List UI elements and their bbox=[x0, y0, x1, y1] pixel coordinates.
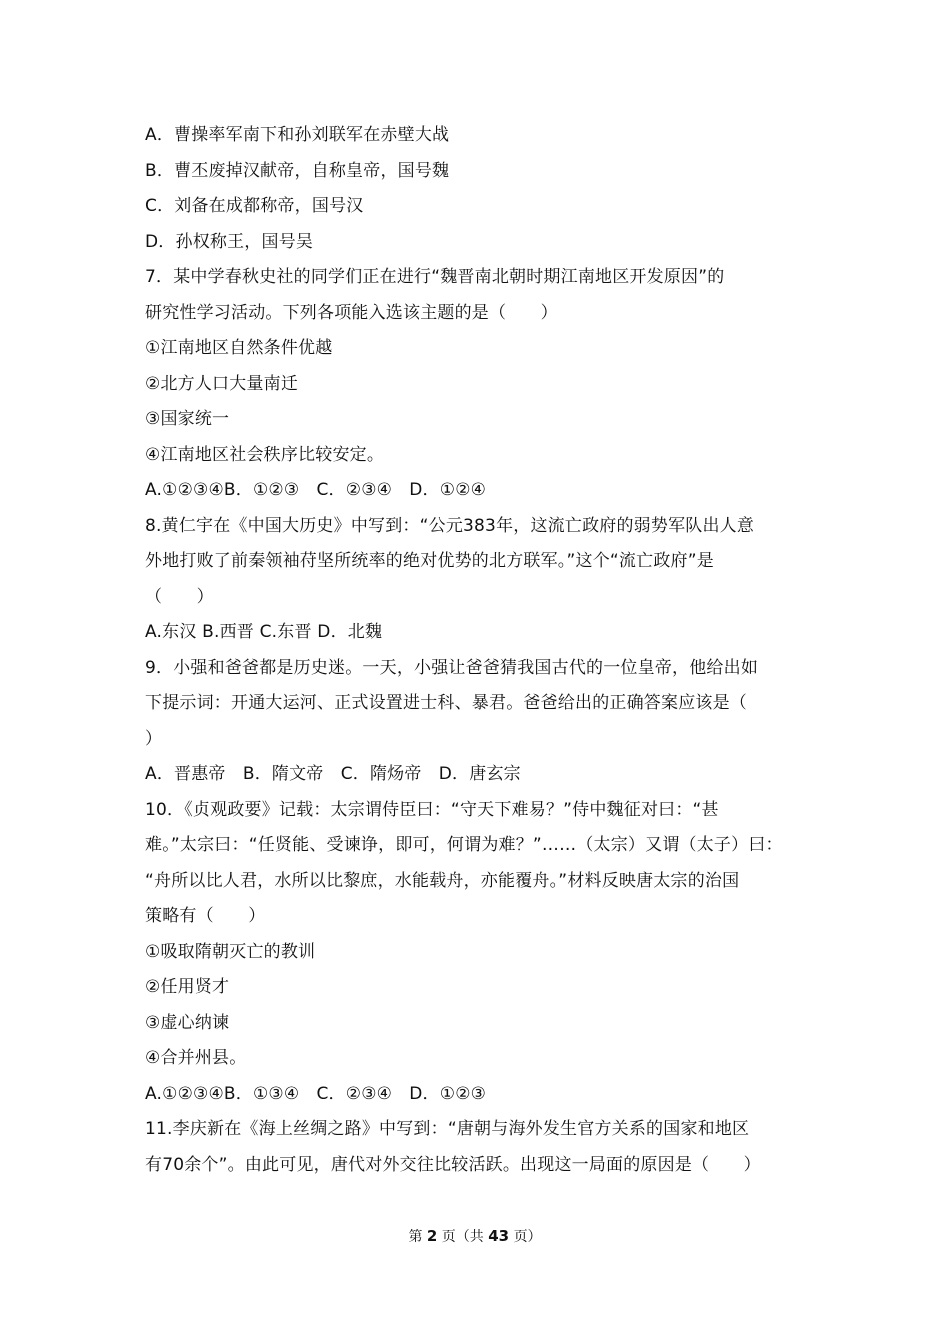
question-8-line-3: （ ） bbox=[145, 586, 214, 607]
question-8-line-2: 外地打败了前秦领袖苻坚所统率的绝对优势的北方联军。”这个“流亡政府”是 bbox=[145, 551, 714, 571]
question-10-item-1: ①吸取隋朝灭亡的教训 bbox=[145, 941, 316, 962]
footer-suffix: 页） bbox=[513, 1229, 542, 1245]
question-10-line-3: “舟所以比人君，水所以比黎庶，水能载舟，亦能覆舟。”材料反映唐太宗的治国 bbox=[145, 870, 740, 891]
option-6b: B．曹丕废掉汉献帝，自称皇帝，国号魏 bbox=[145, 160, 450, 181]
page-content bbox=[145, 118, 825, 1183]
question-7-line-2: 研究性学习活动。下列各项能入选该主题的是（ ） bbox=[145, 302, 558, 323]
question-11-line-2: 有70余个”。由此可见，唐代对外交往比较活跃。出现这一局面的原因是（ ） bbox=[145, 1154, 761, 1175]
page-footer bbox=[0, 1226, 950, 1246]
question-9-line-1: 9．小强和爸爸都是历史迷。一天，小强让爸爸猜我国古代的一位皇帝，他给出如 bbox=[145, 657, 759, 678]
question-7-item-3: ③国家统一 bbox=[145, 409, 230, 429]
option-6a: A．曹操率军南下和孙刘联军在赤壁大战 bbox=[145, 125, 450, 145]
question-9-options: A．晋惠帝 B．隋文帝 C．隋炀帝 D．唐玄宗 bbox=[145, 764, 521, 784]
footer-page-number: 2 bbox=[426, 1227, 438, 1245]
footer-middle: 页（共 bbox=[441, 1229, 484, 1245]
question-10-line-4: 策略有（ ） bbox=[145, 906, 266, 926]
question-7-options: A.①②③④B．①②③ C．②③④ D．①②④ bbox=[145, 480, 487, 500]
footer-total-pages: 43 bbox=[488, 1227, 510, 1245]
question-9-line-2: 下提示词：开通大运河、正式设置进士科、暴君。爸爸给出的正确答案应该是（ bbox=[145, 693, 747, 713]
question-7-item-1: ①江南地区自然条件优越 bbox=[145, 338, 333, 358]
question-7-line-1: 7．某中学春秋史社的同学们正在进行“魏晋南北朝时期江南地区开发原因”的 bbox=[145, 267, 725, 287]
question-8-line-1: 8.黄仁宇在《中国大历史》中写到：“公元383年，这流亡政府的弱势军队出人意 bbox=[145, 515, 755, 536]
question-10-options: A.①②③④B．①③④ C．②③④ D．①②③ bbox=[145, 1083, 487, 1104]
question-10-item-3: ③虚心纳谏 bbox=[145, 1012, 230, 1033]
option-6c: C．刘备在成都称帝，国号汉 bbox=[145, 196, 364, 216]
question-11-line-1: 11.李庆新在《海上丝绸之路》中写到：“唐朝与海外发生官方关系的国家和地区 bbox=[145, 1119, 750, 1139]
question-10-line-1: 10．《贞观政要》记载：太宗谓侍臣曰：“守天下难易？”侍中魏征对曰：“甚 bbox=[145, 799, 719, 820]
question-10-item-2: ②任用贤才 bbox=[145, 977, 230, 997]
question-8-options: A.东汉 B.西晋 C.东晋 D．北魏 bbox=[145, 622, 383, 642]
question-10-line-2: 难。”太宗曰：“任贤能、受谏诤，即可，何谓为难？”……（太宗）又谓（太子）曰： bbox=[145, 835, 783, 855]
question-9-line-3: ） bbox=[145, 728, 163, 749]
question-7-item-4: ④江南地区社会秩序比较安定。 bbox=[145, 444, 385, 465]
footer-prefix: 第 bbox=[408, 1229, 423, 1245]
question-7-item-2: ②北方人口大量南迁 bbox=[145, 373, 299, 394]
question-10-item-4: ④合并州县。 bbox=[145, 1048, 247, 1068]
option-6d: D．孙权称王，国号吴 bbox=[145, 231, 314, 252]
